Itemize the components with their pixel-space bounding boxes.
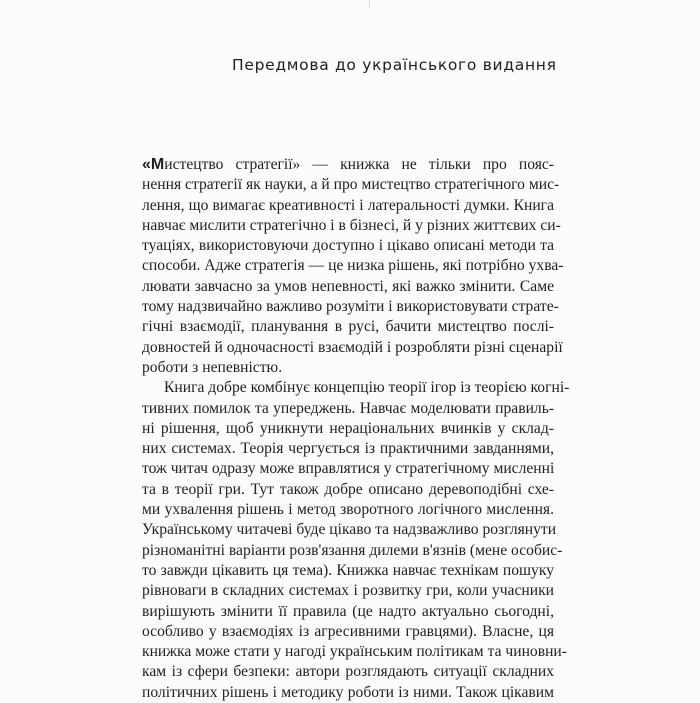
text-line: кам із сфери безпеки: автори розглядають ситуації складних [142, 663, 554, 681]
text-line: рівноваги в складних системах і розвитку гри, коли учасники [142, 582, 554, 600]
text-line: туаціях, використовуючи доступно і цікаво описані методи та [142, 237, 554, 255]
text-line: та в теорії гри. Тут також добре описано деревоподібні схе- [142, 480, 554, 498]
text-line: нення стратегії як науки, а й про мистецтво стратегічного мис- [142, 176, 560, 194]
text-line: різноманітні варіанти розв'язання дилеми в'язнів (мене особис- [142, 541, 563, 559]
body-text [142, 155, 570, 703]
text-line: книжка може стати у нагоді українським політикам та чиновни- [142, 643, 567, 661]
text-line: ні рішення, щоб уникнути нераціональних вчинків у склад- [142, 419, 554, 437]
paragraph-lead: «М [142, 156, 165, 173]
text-line: них системах. Теорія чергується із практичними завданнями, [142, 440, 554, 458]
text-line: роботи з непевністю. [142, 358, 283, 376]
text-line: лювати завчасно за умов непевності, які важко змінити. Саме [142, 277, 554, 295]
text-line: Книга добре комбінує концепцію теорії ігор із теорією когні- [164, 379, 570, 397]
text-line: гічні взаємодії, планування в русі, бачити мистецтво послі- [142, 318, 554, 336]
text-line: Українському читачеві буде цікаво та надзважливо розглянути [142, 521, 557, 539]
text-line: способи. Адже стратегія — це низка рішень, які потрібно ухва- [142, 257, 564, 275]
text-line: довностей й одночасності взаємодій і розробляти різні сценарії [142, 338, 563, 356]
text-line: тивних помилок та упереджень. Навчає моделювати правиль- [142, 399, 554, 417]
chapter-heading: Передмова до українського видання [232, 56, 557, 74]
text-line: тож читач одразу може вправлятися у стратегічному мисленні [142, 460, 555, 478]
text-line: тому надзвичайно важливо розуміти і використовувати страте- [142, 298, 559, 316]
text-line: то завжди цікавить ця тема). Книжка навчає технікам пошуку [142, 561, 554, 579]
page-edge-mark [369, 0, 370, 8]
text-line: особливо у взаємодіях із агресивними гравцями). Власне, ця [142, 622, 554, 640]
text-line: ми ухвалення рішень і метод зворотного логічного мислення. [142, 501, 554, 519]
text-line: політичних рішень і методику роботи із ними. Також цікавим [142, 683, 554, 701]
text-line: «Мистецтво стратегії» — книжка не тільки про пояс- [142, 156, 554, 173]
text-line: навчає мислити стратегічно і в бізнесі, й у різних життєвих си- [142, 216, 561, 234]
text-line: лення, що вимагає креативності і латеральності думки. Книга [142, 196, 554, 214]
text-line: вирішують змінити її правила (це надто актуально сьогодні, [142, 602, 554, 620]
